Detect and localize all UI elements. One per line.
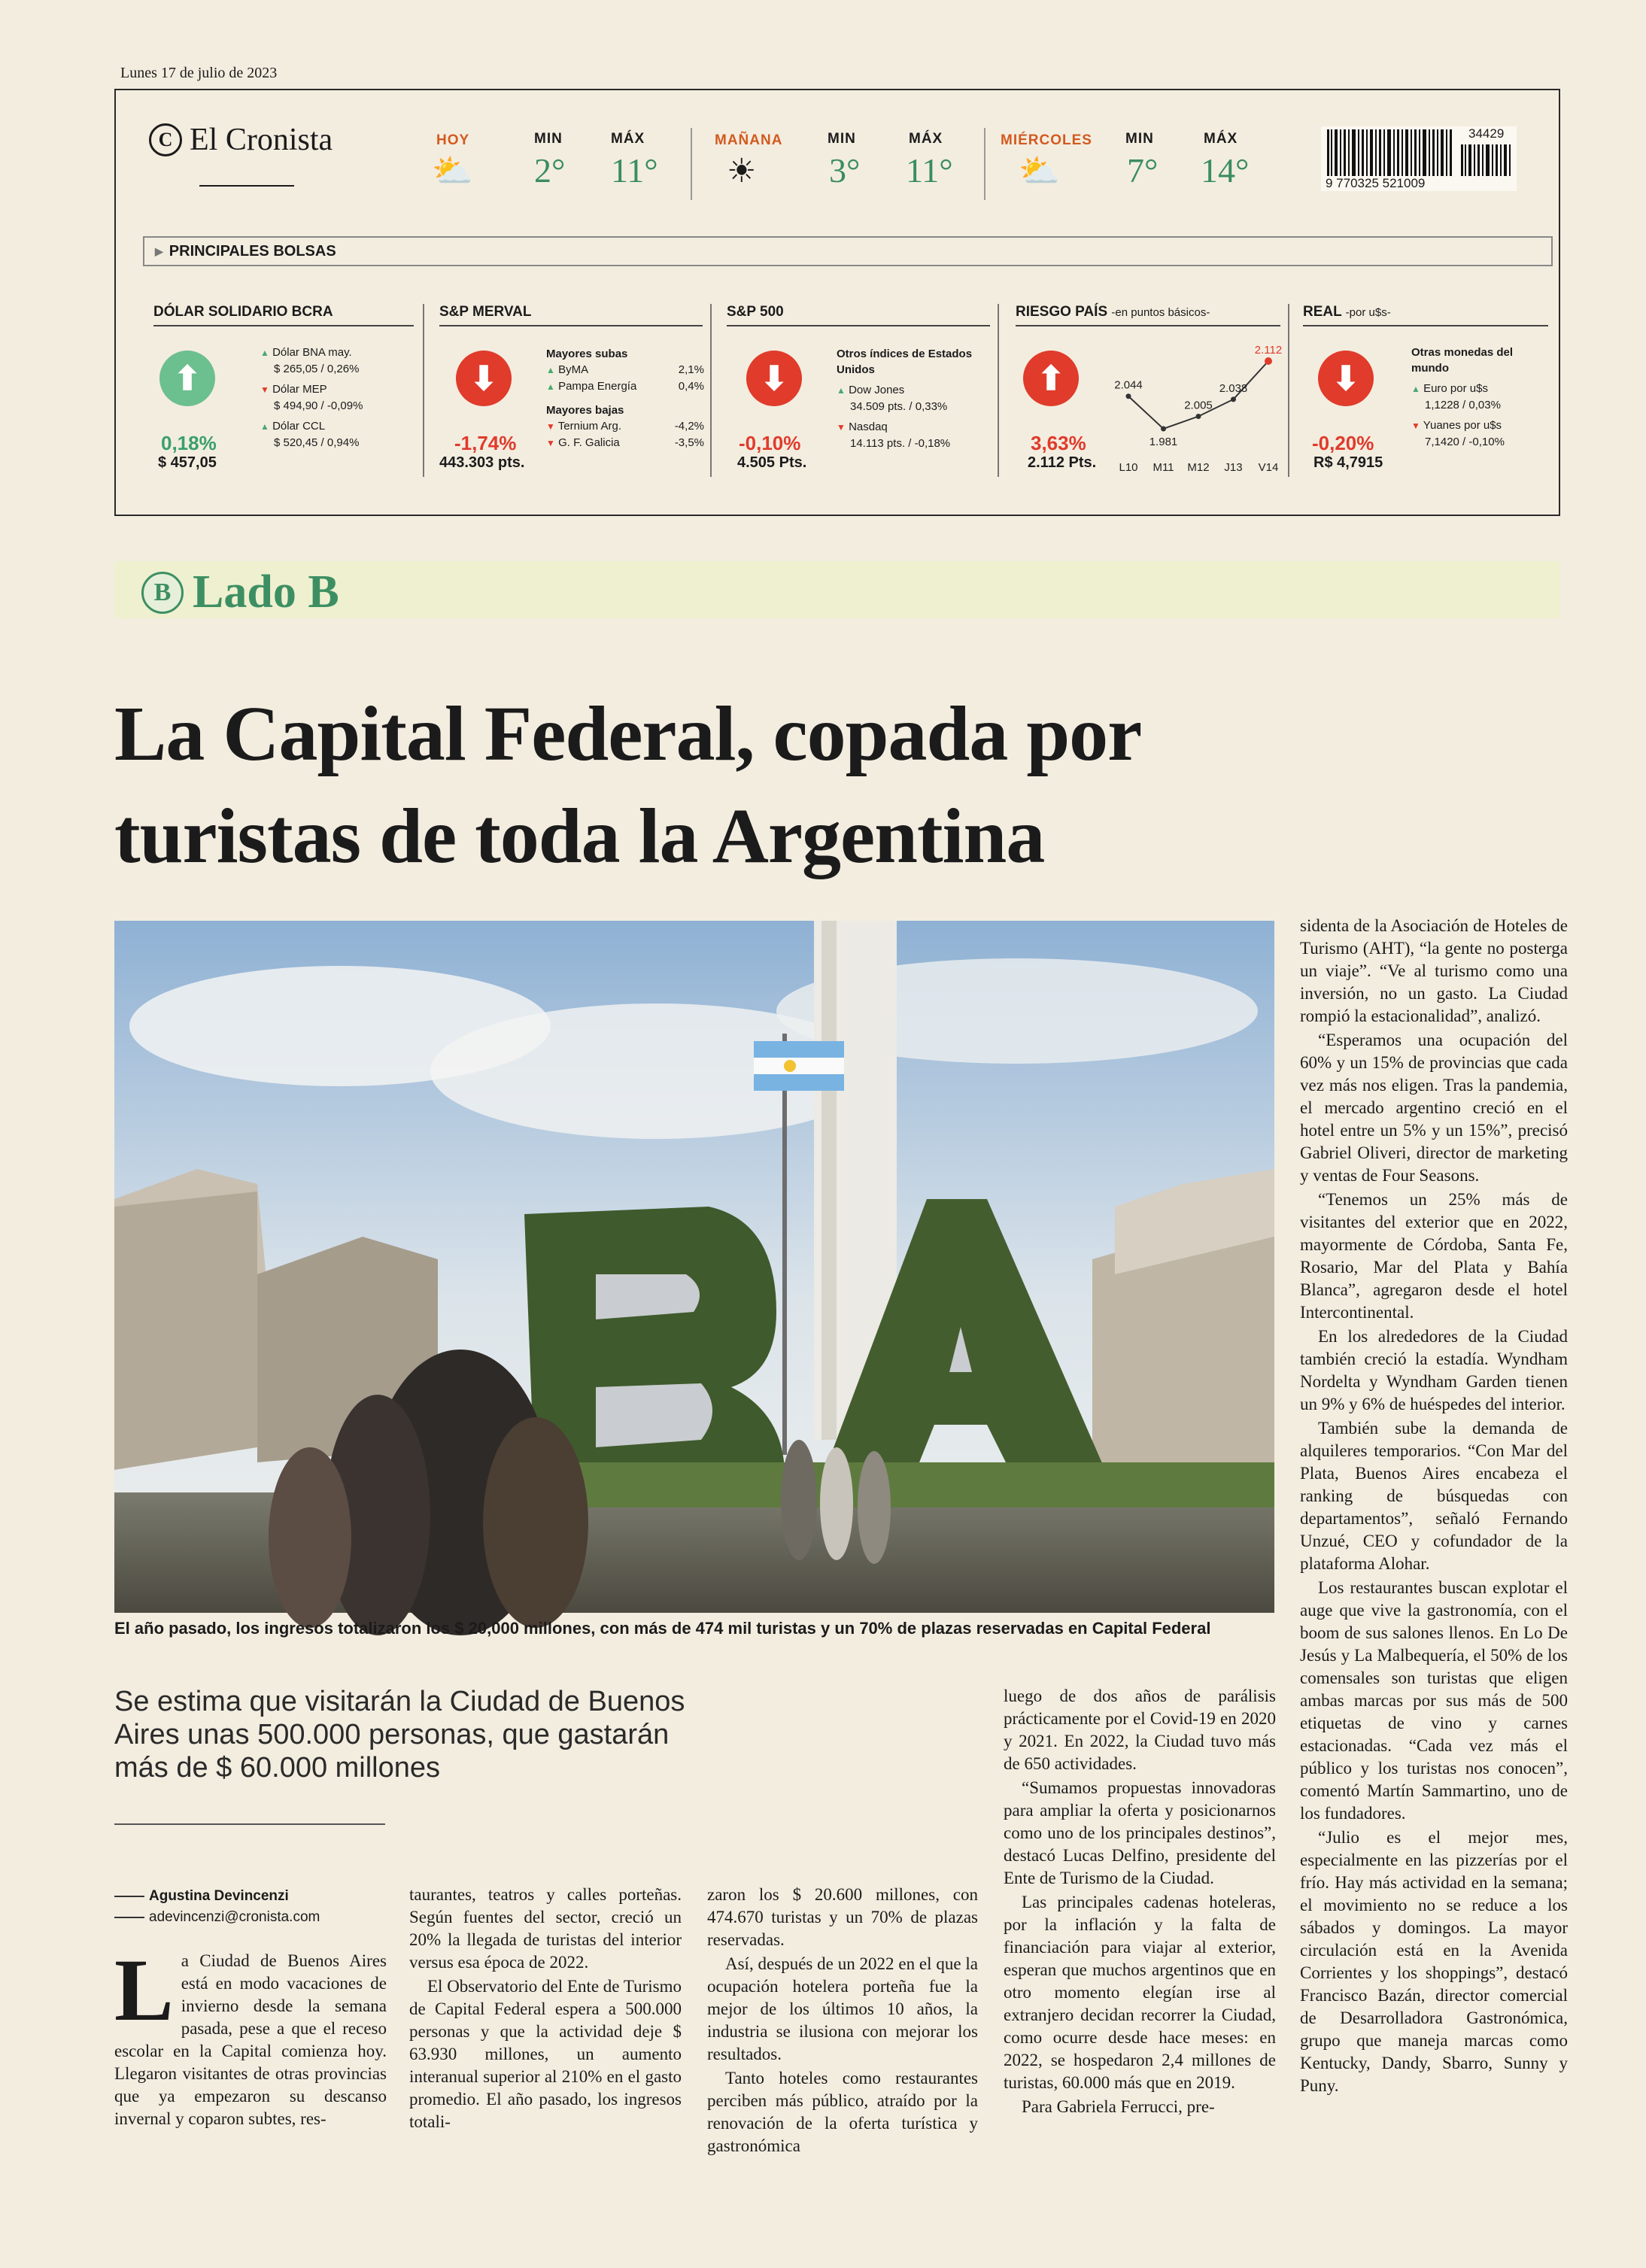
- article-paragraph: [114, 1941, 387, 2130]
- market-dolar: [153, 304, 414, 477]
- market-pct: -0,20%: [1312, 432, 1374, 454]
- list-item: ▲ Dólar BNA may.: [260, 346, 352, 359]
- article-paragraph: “Sumamos propuestas innovadoras para ampliar la oferta y posicionarnos como uno de los principales destinos”, destacó Lucas Delfino, presidente del Ente de Turismo de la Ciudad.: [1004, 1778, 1276, 1887]
- triangle-right-icon: ▶: [155, 244, 163, 257]
- riesgo-point: [1126, 393, 1131, 399]
- sunny-icon: ☀: [727, 153, 757, 190]
- article-column-4: [1004, 1685, 1276, 2120]
- market-value: $ 457,05: [158, 454, 217, 471]
- riesgo-point: [1196, 414, 1201, 419]
- riesgo-tick-label: L10: [1119, 461, 1138, 474]
- partly-cloudy-icon: ⛅: [432, 153, 473, 190]
- item-detail: $ 520,45 / 0,94%: [274, 436, 360, 449]
- riesgo-line-chart: [1114, 339, 1283, 477]
- weather-max-label: MÁX: [1204, 131, 1238, 147]
- article-paragraph: zaron los $ 20.600 millones, con 474.670 turistas y un 70% de plazas reservadas.: [707, 1885, 978, 1949]
- item-detail: 34.509 pts. / 0,33%: [850, 400, 948, 413]
- market-divider: [1288, 304, 1289, 477]
- arrow-down-icon: ⬇: [456, 351, 512, 406]
- market-pct: 0,18%: [161, 432, 217, 454]
- list-item: ▲ ByMA 2,1%: [546, 363, 704, 376]
- market-title: REAL -por u$s-: [1303, 304, 1548, 326]
- weather-max-label: MÁX: [611, 131, 645, 147]
- weather-min-label: MIN: [1125, 131, 1154, 147]
- byline-email: adevincenzi@cronista.com: [149, 1909, 320, 1925]
- article-paragraph: “Tenemos un 25% más de visitantes del exterior que en 2022, mayormente de Córdoba, Santa Fe, Rosario, Mar del Plata y Bahía Blanca”, agregaron desde el hotel Intercontinental.: [1300, 1190, 1568, 1322]
- list-item: ▲ Dólar CCL: [260, 420, 326, 433]
- article-paragraph: En los alrededores de la Ciudad también creció la estadía. Wyndham Nordelta y Wyndham Garden tienen un 9% y 6% de huéspedes del interior.: [1300, 1327, 1568, 1413]
- byline-email-row: [114, 1909, 320, 1926]
- market-value: R$ 4,7915: [1313, 454, 1383, 471]
- market-pct: -0,10%: [739, 432, 801, 454]
- others-label: Otros índices de Estados Unidos: [837, 348, 973, 376]
- logo-text: El Cronista: [190, 123, 333, 157]
- paragraph-text: a Ciudad de Buenos Aires está en modo vacaciones de invierno desde la semana pasada, pese a que el receso escolar en la Capital comienza hoy. Llegaron visitantes de otras provincias que ya empezaron su descanso invernal y coparon subtes, res-: [114, 1951, 387, 2128]
- weather-day-label: MAÑANA: [715, 132, 783, 148]
- article-column-1: [114, 1941, 387, 2132]
- list-item: ▼ Dólar MEP: [260, 383, 327, 396]
- weather-min-temp: 3°: [829, 151, 861, 190]
- market-value: 443.303 pts.: [439, 454, 525, 471]
- byline-author-row: [114, 1888, 320, 1905]
- list-item: ▼ Nasdaq: [837, 421, 888, 433]
- list-item: ▲ Dow Jones: [837, 384, 905, 396]
- market-merval: [439, 304, 703, 477]
- item-detail: 1,1228 / 0,03%: [1425, 399, 1501, 411]
- market-sp500: [727, 304, 990, 477]
- market-title: DÓLAR SOLIDARIO BCRA: [153, 304, 414, 326]
- logo-underline: [199, 185, 294, 187]
- arrow-down-icon: ⬇: [1318, 351, 1374, 406]
- triangle-up-icon: ▲: [260, 421, 269, 432]
- section-name: Lado B: [193, 566, 339, 618]
- weather-divider: [691, 128, 692, 200]
- weather-divider: [984, 128, 985, 200]
- article-paragraph: sidenta de la Asociación de Hoteles de Turismo (AHT), “la gente no posterga un viaje”. “Ve al turismo como una inversión, no un gasto. La Ciudad rompió la estacionalidad”, analizó.: [1300, 916, 1568, 1025]
- weather-today: [432, 131, 677, 200]
- article-paragraph: Así, después de un 2022 en el que la ocupación hotelera porteña fue la mejor de los últimos 10 años, la industria se ilusiona con mejorar los resultados.: [707, 1954, 978, 2063]
- article-paragraph: “Esperamos una ocupación del 60% y un 15% de provincias que cada vez más nos eligen. Tras la pandemia, el mercado argentino creció en el hotel entre un 5% y un 15%”, precisó Gabriel Oliveri, director de marketing y ventas de Four Seasons.: [1300, 1031, 1568, 1185]
- real-items: [1411, 345, 1547, 450]
- riesgo-data-label: 1.981: [1149, 436, 1178, 448]
- weather-min-temp: 7°: [1127, 151, 1159, 190]
- bolsas-label: PRINCIPALES BOLSAS: [169, 242, 336, 260]
- triangle-up-icon: ▲: [1411, 384, 1420, 394]
- merval-movers: [546, 346, 704, 451]
- article-paragraph: taurantes, teatros y calles porteñas. Según fuentes del sector, creció un 20% la llegada de turistas del interior versus esa época de 2022.: [409, 1885, 682, 1972]
- triangle-up-icon: ▲: [837, 385, 846, 396]
- issue-date: Lunes 17 de julio de 2023: [120, 65, 278, 81]
- riesgo-data-label: 2.038: [1219, 381, 1248, 395]
- market-riesgo: [1016, 304, 1283, 477]
- market-title: S&P MERVAL: [439, 304, 703, 326]
- list-item: ▼ Yuanes por u$s: [1411, 419, 1502, 432]
- article-deck: Se estima que visitarán la Ciudad de Buenos Aires unas 500.000 personas, que gastarán más de $ 60.000 millones: [114, 1686, 685, 1784]
- weather-day-label: HOY: [436, 132, 470, 148]
- market-title: S&P 500: [727, 304, 990, 326]
- item-detail: $ 265,05 / 0,26%: [274, 363, 360, 375]
- sp500-items: [837, 346, 987, 451]
- byline-rule: [114, 1896, 144, 1897]
- market-real: [1303, 304, 1548, 477]
- weather-min-label: MIN: [828, 131, 856, 147]
- newspaper-logo: [149, 122, 333, 158]
- triangle-up-icon: ▲: [546, 381, 555, 392]
- triangle-down-icon: ▼: [260, 384, 269, 395]
- byline-rule: [114, 1917, 144, 1918]
- article-paragraph: Las principales cadenas hoteleras, por la inflación y la falta de financiación para viajar al exterior, esperan que muchos argentinos que en otro momento elegían irse al extranjero decidan recorrer la Ciudad, como ocurre desde hace meses: en 2022, se hospedaron 2,4 millones de turistas, 60.000 más que en 2019.: [1004, 1893, 1276, 2092]
- triangle-up-icon: ▲: [546, 365, 555, 375]
- triangle-down-icon: ▼: [837, 422, 846, 433]
- arrow-up-icon: ⬆: [159, 351, 215, 406]
- arrow-up-icon: ⬆: [1023, 351, 1079, 406]
- article-column-5: [1300, 915, 1568, 2099]
- bajas-label: Mayores bajas: [546, 404, 624, 417]
- weather-min-temp: 2°: [534, 151, 566, 190]
- barcode-issue: 34429: [1468, 126, 1505, 141]
- partly-cloudy-icon: ⛅: [1019, 153, 1060, 190]
- article-paragraph: Los restaurantes buscan explotar el auge que vive la gastronomía, con el boom de sus salones llenos. En Lo De Jesús y La Malbequería, el 50% de los comensales son turistas que eligen ambas marcas por sus más de 500 etiquetas de vino y carnes estacionadas. “Cada vez más el público y los turistas nos conocen”, comentó Martín Sammartino, uno de los fundadores.: [1300, 1578, 1568, 1823]
- deck-rule: [114, 1823, 385, 1825]
- photo-caption: El año pasado, los ingresos totalizaron los $ 20,000 millones, con más de 474 mil turistas y un 70% de plazas reservadas en Capital Federal: [114, 1619, 1211, 1638]
- ba-hedge-photo: [114, 921, 1274, 1613]
- triangle-up-icon: ▲: [260, 348, 269, 358]
- market-title: RIESGO PAÍS -en puntos básicos-: [1016, 304, 1280, 326]
- article-paragraph: luego de dos años de parálisis prácticamente por el Covid-19 en 2020 y 2021. En 2022, la Ciudad tuvo más de 650 actividades.: [1004, 1687, 1276, 1773]
- weather-max-temp: 11°: [611, 151, 658, 190]
- byline-author: Agustina Devincenzi: [149, 1888, 289, 1904]
- riesgo-data-label: 2.044: [1114, 378, 1143, 392]
- list-item: ▲ Euro por u$s: [1411, 382, 1488, 395]
- weather-max-temp: 11°: [906, 151, 953, 190]
- barcode: [1321, 126, 1517, 191]
- market-value: 4.505 Pts.: [737, 454, 807, 471]
- weather-wednesday: [1001, 132, 1271, 200]
- weather-min-label: MIN: [534, 131, 563, 147]
- cronista-logo-icon: C: [149, 123, 182, 156]
- triangle-down-icon: ▼: [1411, 421, 1420, 431]
- riesgo-data-label: 2.005: [1184, 399, 1213, 412]
- article-paragraph: El Observatorio del Ente de Turismo de Capital Federal espera a 500.000 personas y que la actividad deje $ 63.930 millones, un aumento interanual superior al 210% en el gasto promedio. El año pasado, los ingresos totali-: [409, 1977, 682, 2131]
- others-label: Otras monedas del mundo: [1411, 346, 1514, 375]
- article-paragraph: También sube la demanda de alquileres temporarios. “Con Mar del Plata, Buenos Aires encabeza el ranking de búsquedas con departamentos”, señaló Fernando Unzué, CEO y cofundador de la plataforma Alohar.: [1300, 1419, 1568, 1573]
- list-item: ▼ G. F. Galicia -3,5%: [546, 436, 704, 449]
- barcode-number: 9 770325 521009: [1326, 176, 1426, 190]
- subas-label: Mayores subas: [546, 348, 628, 360]
- bolsas-bar: [143, 236, 1553, 266]
- riesgo-data-label: 2.112: [1254, 344, 1283, 357]
- riesgo-point: [1231, 396, 1236, 402]
- article-photo: [114, 921, 1274, 1613]
- headline: La Capital Federal, copada por turistas de toda la Argentina: [114, 691, 1140, 879]
- item-detail: 7,1420 / -0,10%: [1425, 436, 1505, 448]
- riesgo-point: [1265, 357, 1272, 365]
- triangle-down-icon: ▼: [546, 421, 555, 432]
- market-divider: [998, 304, 999, 477]
- item-detail: 14.113 pts. / -0,18%: [850, 437, 951, 450]
- triangle-down-icon: ▼: [546, 438, 555, 448]
- riesgo-tick-label: V14: [1258, 461, 1279, 474]
- article-column-2: [409, 1884, 682, 2135]
- dolar-items: [260, 345, 411, 451]
- arrow-down-icon: ⬇: [746, 351, 802, 406]
- riesgo-tick-label: M12: [1187, 461, 1210, 474]
- list-item: ▼ Ternium Arg. -4,2%: [546, 420, 704, 433]
- weather-max-temp: 14°: [1201, 151, 1250, 190]
- market-value: 2.112 Pts.: [1028, 454, 1097, 471]
- weather-day-label: MIÉRCOLES: [1001, 132, 1092, 148]
- byline: [114, 1888, 320, 1926]
- riesgo-tick-label: M11: [1153, 461, 1174, 474]
- section-label: [141, 566, 339, 619]
- article-paragraph: Tanto hoteles como restaurantes perciben más público, atraído por la renovación de la oferta turística y gastronómica: [707, 2069, 978, 2155]
- riesgo-point: [1161, 427, 1166, 432]
- market-divider: [710, 304, 712, 477]
- article-paragraph: “Julio es el mejor mes, especialmente en las pizzerías por el frío. Hay más actividad en la semana; el movimiento no se reduce a los sábados y domingos. La mayor circulación está en la Avenida Corrientes y los shoppings”, destacó Francisco Bazán, director comercial de Desarrolladora Gastronómica, grupo que maneja marcas como Kentucky, Dandy, Sbarro, Sunny y Puny.: [1300, 1828, 1568, 2095]
- market-pct: -1,74%: [454, 432, 517, 454]
- article-paragraph: Para Gabriela Ferrucci, pre-: [1022, 2097, 1215, 2116]
- dropcap: L: [114, 1941, 174, 2039]
- riesgo-tick-label: J13: [1224, 461, 1243, 474]
- item-detail: $ 494,90 / -0,09%: [274, 399, 363, 412]
- market-divider: [423, 304, 424, 477]
- weather-max-label: MÁX: [909, 131, 943, 147]
- section-badge-icon: B: [141, 572, 184, 614]
- weather-tomorrow: [715, 132, 955, 200]
- article-column-3: [707, 1884, 978, 2159]
- market-pct: 3,63%: [1031, 432, 1086, 454]
- list-item: ▲ Pampa Energía 0,4%: [546, 380, 704, 393]
